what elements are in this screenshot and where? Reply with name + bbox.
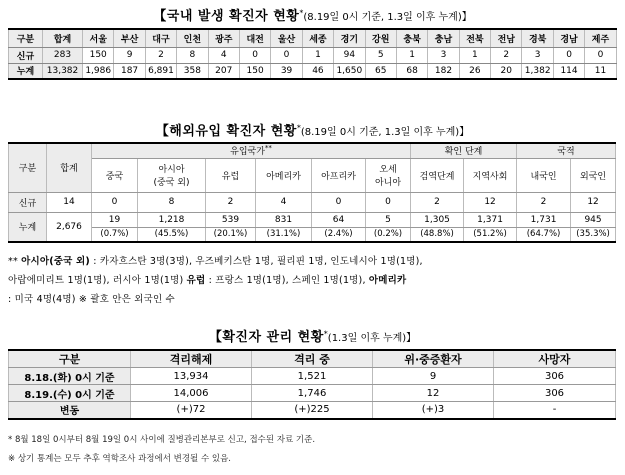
- overseas-pct-cell: (0.2%): [366, 227, 411, 242]
- overseas-title-text: 【해외유입 확진자 현황: [155, 124, 297, 139]
- overseas-cases-table: [8, 142, 616, 243]
- overseas-cum-cell: 1,371: [464, 212, 517, 227]
- domestic-title: [0, 5, 625, 24]
- sub-america: 아메리카: [256, 158, 312, 192]
- overseas-new-cell: 8: [138, 192, 206, 212]
- management-cell: 13,934: [131, 368, 252, 385]
- domestic-cases-table: [8, 28, 617, 80]
- overseas-cum-cell: 1,731: [517, 212, 571, 227]
- overseas-new-cell: 0: [312, 192, 366, 212]
- overseas-new-cell: 2: [206, 192, 256, 212]
- management-row-label: 변동: [9, 402, 131, 419]
- overseas-new-cell: 0: [92, 192, 138, 212]
- domestic-cell: 2: [145, 47, 176, 63]
- overseas-cum-cell: 1,218: [138, 212, 206, 227]
- domestic-header-cell: 충남: [428, 29, 459, 47]
- domestic-header-cell: 대전: [239, 29, 270, 47]
- domestic-cell: 46: [302, 63, 333, 79]
- management-cell: (+)3: [373, 402, 494, 419]
- management-cell: 1,746: [252, 385, 373, 402]
- domestic-cell: 2: [491, 47, 522, 63]
- domestic-cell: 1: [396, 47, 427, 63]
- overseas-col-total: 합계: [47, 143, 92, 192]
- domestic-row-cumulative: [9, 63, 617, 79]
- domestic-cell: 150: [239, 63, 270, 79]
- domestic-cell: 39: [271, 63, 302, 79]
- inflow-sup: **: [264, 144, 272, 153]
- note-line-3: [8, 291, 175, 305]
- domestic-header-cell: 경기: [334, 29, 365, 47]
- inflow-label: 유입국가: [230, 147, 265, 158]
- domestic-header-cell: 제주: [585, 29, 616, 47]
- domestic-cell: 1,382: [522, 63, 553, 79]
- footnote-2: ※ 상기 통계는 모두 추후 역학조사 과정에서 변경될 수 있음.: [8, 454, 231, 464]
- domestic-cell: 65: [365, 63, 396, 79]
- management-header-cell: 격리해제: [131, 350, 252, 368]
- domestic-header-cell: 경남: [553, 29, 584, 47]
- overseas-cum-cell: 19: [92, 212, 138, 227]
- domestic-header-cell: 서울: [83, 29, 114, 47]
- domestic-cell: 0: [553, 47, 584, 63]
- domestic-cell: 1: [459, 47, 490, 63]
- domestic-header-cell: 전북: [459, 29, 490, 47]
- overseas-pct-cell: (31.1%): [256, 227, 312, 242]
- overseas-pct-cell: (51.2%): [464, 227, 517, 242]
- overseas-new-cell: 2: [517, 192, 571, 212]
- sub-oceania: [366, 158, 411, 192]
- domestic-cell: 11: [585, 63, 616, 79]
- domestic-header-cell: 강원: [365, 29, 396, 47]
- sub-korean: 내국인: [517, 158, 571, 192]
- domestic-cell: 13,382: [43, 63, 83, 79]
- domestic-cell: 358: [177, 63, 208, 79]
- management-cell: (+)225: [252, 402, 373, 419]
- management-header-cell: 위·중증환자: [373, 350, 494, 368]
- management-header-row: [9, 350, 616, 368]
- management-cell: (+)72: [131, 402, 252, 419]
- management-header-cell: 격리 중: [252, 350, 373, 368]
- overseas-group-inflow: [92, 143, 411, 158]
- overseas-title-sub: (8.19일 0시 기준, 1.3일 이후 누계)】: [300, 127, 470, 138]
- overseas-pct-cell: (2.4%): [312, 227, 366, 242]
- domestic-cell: 207: [208, 63, 239, 79]
- management-row-0818: [9, 368, 616, 385]
- sub-community: 지역사회: [464, 158, 517, 192]
- domestic-cell: 150: [83, 47, 114, 63]
- overseas-cum-cell: 831: [256, 212, 312, 227]
- overseas-new-cell: 12: [464, 192, 517, 212]
- note-line-2: [8, 272, 406, 286]
- overseas-pct-cell: (64.7%): [517, 227, 571, 242]
- domestic-cell: 8: [177, 47, 208, 63]
- domestic-cell: 20: [491, 63, 522, 79]
- note-asia-bold: 아시아(중국 외): [21, 256, 90, 267]
- sub-china: 중국: [92, 158, 138, 192]
- management-cell: 306: [494, 368, 616, 385]
- management-header-cell: 사망자: [494, 350, 616, 368]
- management-title-text: 【확진자 관리 현황: [208, 330, 324, 345]
- overseas-row-new: [9, 192, 616, 212]
- domestic-header-cell: 충북: [396, 29, 427, 47]
- overseas-pct-cell: (0.7%): [92, 227, 138, 242]
- overseas-pct-cell: (48.8%): [411, 227, 464, 242]
- domestic-cell: 94: [334, 47, 365, 63]
- domestic-row-label: 신규: [9, 47, 43, 63]
- domestic-cell: 114: [553, 63, 584, 79]
- overseas-cum-cell: 64: [312, 212, 366, 227]
- sub-oceania-line1: 오세: [379, 165, 397, 175]
- overseas-cum-cell: 945: [571, 212, 616, 227]
- sub-oceania-line2: 아니아: [374, 178, 402, 188]
- management-cell: 9: [373, 368, 494, 385]
- overseas-new-cell: 2: [411, 192, 464, 212]
- domestic-header-cell: 합계: [43, 29, 83, 47]
- overseas-new-cell: 4: [256, 192, 312, 212]
- overseas-new-cell: 0: [366, 192, 411, 212]
- note-line1-text: : 카자흐스탄 3명(3명), 우즈베키스탄 1명, 필리핀 1명, 인도네시아 1명(1명),: [89, 256, 423, 267]
- sub-africa: 아프리카: [312, 158, 366, 192]
- domestic-title-text: 【국내 발생 확진자 현황: [153, 9, 300, 24]
- management-cell: 306: [494, 385, 616, 402]
- overseas-new-cell: 12: [571, 192, 616, 212]
- note-europe-bold: 유럽: [186, 275, 206, 286]
- domestic-cell: 6,891: [145, 63, 176, 79]
- domestic-cell: 0: [239, 47, 270, 63]
- domestic-title-sup: *: [299, 8, 304, 18]
- sub-foreigner: 외국인: [571, 158, 616, 192]
- management-row-label: 8.18.(화) 0시 기준: [9, 368, 131, 385]
- note-line2-text2: : 프랑스 1명(1명), 스페인 1명(1명),: [205, 275, 369, 286]
- overseas-new-total: 14: [47, 192, 92, 212]
- overseas-title: [0, 120, 625, 139]
- overseas-group-confirm: 확인 단계: [411, 143, 517, 158]
- overseas-row-percent: [9, 227, 616, 242]
- domestic-cell: 26: [459, 63, 490, 79]
- management-row-label: 8.19.(수) 0시 기준: [9, 385, 131, 402]
- domestic-header-cell: 대구: [145, 29, 176, 47]
- overseas-pct-cell: (35.3%): [571, 227, 616, 242]
- overseas-cum-total: 2,676: [47, 212, 92, 242]
- management-cell: -: [494, 402, 616, 419]
- domestic-header-cell: 부산: [114, 29, 145, 47]
- overseas-group-nation: 국적: [517, 143, 616, 158]
- domestic-cell: 4: [208, 47, 239, 63]
- management-header-cell: 구분: [9, 350, 131, 368]
- overseas-title-sup: *: [296, 123, 301, 133]
- domestic-cell: 68: [396, 63, 427, 79]
- sub-asia-line1: 아시아: [158, 165, 185, 175]
- note-line-1: [8, 253, 423, 267]
- domestic-cell: 0: [271, 47, 302, 63]
- domestic-header-cell: 인천: [177, 29, 208, 47]
- sub-asia-line2: (중국 외): [153, 178, 190, 188]
- note-line2-text: 아랍에미리트 1명(1명), 러시아 1명(1명): [8, 275, 187, 286]
- overseas-new-label: 신규: [9, 192, 47, 212]
- domestic-header-cell: 세종: [302, 29, 333, 47]
- sub-europe: 유럽: [206, 158, 256, 192]
- domestic-cell: 283: [43, 47, 83, 63]
- domestic-cell: 9: [114, 47, 145, 63]
- domestic-header-row: [9, 29, 617, 47]
- note-america-bold: 아메리카: [368, 275, 407, 286]
- domestic-row-new: [9, 47, 617, 63]
- management-title-sub: (1.3일 이후 누계)】: [327, 333, 417, 344]
- management-title-sup: *: [323, 329, 328, 339]
- management-cell: 1,521: [252, 368, 373, 385]
- management-row-change: [9, 402, 616, 419]
- domestic-cell: 0: [585, 47, 616, 63]
- domestic-cell: 1,986: [83, 63, 114, 79]
- domestic-cell: 187: [114, 63, 145, 79]
- domestic-header-cell: 광주: [208, 29, 239, 47]
- overseas-cum-cell: 5: [366, 212, 411, 227]
- overseas-pct-cell: (45.5%): [138, 227, 206, 242]
- overseas-cum-cell: 1,305: [411, 212, 464, 227]
- overseas-cum-label: 누계: [9, 212, 47, 242]
- domestic-cell: 182: [428, 63, 459, 79]
- footnote-1: * 8월 18일 0시부터 8월 19일 0시 사이에 질병관리본부로 신고, 접수된 자료 기준.: [8, 435, 316, 445]
- management-row-0819: [9, 385, 616, 402]
- domestic-header-cell: 구분: [9, 29, 43, 47]
- domestic-cell: 1: [302, 47, 333, 63]
- domestic-title-sub: (8.19일 0시 기준, 1.3일 이후 누계)】: [303, 12, 472, 23]
- overseas-subheader-row: [9, 158, 616, 192]
- management-cell: 14,006: [131, 385, 252, 402]
- note-line3-text: : 미국 4명(4명) ※ 괄호 안은 외국인 수: [8, 294, 175, 305]
- overseas-cum-cell: 539: [206, 212, 256, 227]
- domestic-cell: 3: [522, 47, 553, 63]
- domestic-cell: 3: [428, 47, 459, 63]
- sub-quarantine: 검역단계: [411, 158, 464, 192]
- management-title: [0, 326, 625, 345]
- domestic-header-cell: 전남: [491, 29, 522, 47]
- note-prefix: **: [8, 256, 22, 267]
- overseas-pct-cell: (20.1%): [206, 227, 256, 242]
- overseas-row-cumulative: [9, 212, 616, 227]
- management-cell: 12: [373, 385, 494, 402]
- domestic-header-cell: 울산: [271, 29, 302, 47]
- domestic-row-label: 누계: [9, 63, 43, 79]
- domestic-cell: 5: [365, 47, 396, 63]
- management-table: [8, 349, 616, 420]
- overseas-col-group: 구분: [9, 143, 47, 192]
- sub-asia: [138, 158, 206, 192]
- domestic-cell: 1,650: [334, 63, 365, 79]
- domestic-header-cell: 경북: [522, 29, 553, 47]
